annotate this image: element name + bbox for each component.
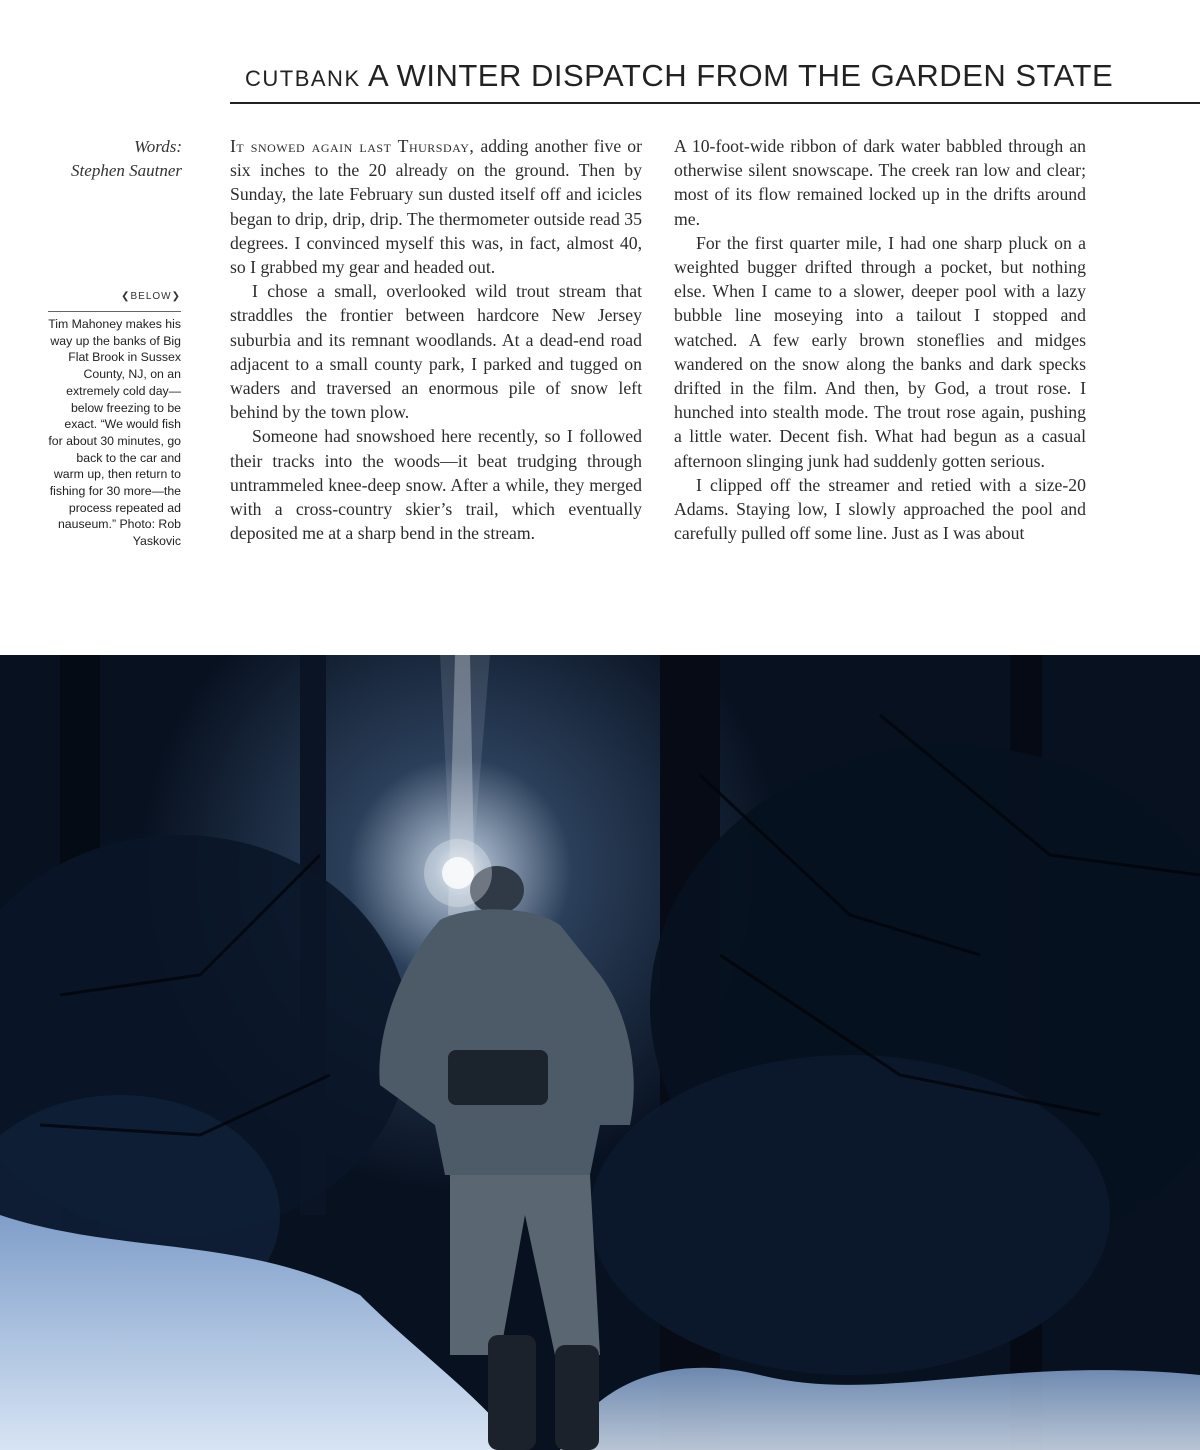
- paragraph: I clipped off the streamer and retied with a size-20 Adams. Staying low, I slowly approached the pool and carefully pulled off some line. Just as I was about: [674, 474, 1086, 544]
- article-title: A WINTER DISPATCH FROM THE GARDEN STATE: [368, 58, 1114, 93]
- paragraph: For the first quarter mile, I had one sharp pluck on a weighted bugger drifted through a pocket, but nothing else. When I came to a slower, deeper pool with a lazy bubble line moseying into a tailout I stopped and watched. A few early brown stoneflies and midges wandered on the snow along the banks and dark specks drifted in the film. And then, by God, a trout rose. I hunched into stealth mode. The trout rose again, pushing a little water. Decent fish. What had begun as a casual afternoon slinging junk had suddenly gotten serious.: [674, 232, 1086, 471]
- article-column-1: [230, 134, 642, 545]
- forest-angler-illustration: [0, 655, 1200, 1450]
- paragraph: Someone had snowshoed here recently, so I followed their tracks into the woods—it beat trudging through untrammeled knee-deep snow. After a while, they merged with a cross-country skier’s trail, which eventually deposited me at a sharp bend in the stream.: [230, 426, 642, 544]
- caption-tag: ❮BELOW❯: [121, 291, 181, 302]
- photo-caption: Tim Mahoney makes his way up the banks of Big Flat Brook in Sussex County, NJ, on an extremely cold day—below freezing to be exact. “We would fish for about 30 minutes, go back to the car and warm up, then return to fishing for 30 more—the process repeated ad nauseum.” Photo: Rob Yaskovic: [48, 317, 181, 549]
- paragraph: [230, 134, 642, 279]
- byline-label: Words:: [134, 137, 182, 156]
- paragraph: A 10-foot-wide ribbon of dark water babbled through an otherwise silent snowscape. The creek ran low and clear; most of its flow remained locked up in the drifts around me.: [674, 136, 1086, 229]
- hero-photo: [0, 655, 1200, 1450]
- caption-divider: [48, 311, 181, 312]
- paragraph: I chose a small, overlooked wild trout stream that straddles the frontier between hardcore New Jersey suburbia and its remnant woodlands. At a dead-end road adjacent to a small county park, I parked and tugged on waders and traversed an enormous pile of snow left behind by the town plow.: [230, 281, 642, 423]
- paragraph-text: adding another five or six inches to the 20 already on the ground. Then by Sunday, the late February sun dusted itself off and icicles began to drip, drip, drip. The thermometer outside read 35 degrees. I convinced myself this was, in fact, almost 40, so I grabbed my gear and headed out.: [230, 136, 642, 278]
- byline-author: Stephen Sautner: [71, 161, 182, 180]
- page-header: [230, 58, 1200, 104]
- caption-tag-label: BELOW: [130, 291, 172, 302]
- lead-in: It snowed again last Thursday,: [230, 136, 475, 156]
- byline: [12, 135, 182, 183]
- article-column-2: [674, 134, 1086, 545]
- section-label: CUTBANK: [245, 66, 361, 91]
